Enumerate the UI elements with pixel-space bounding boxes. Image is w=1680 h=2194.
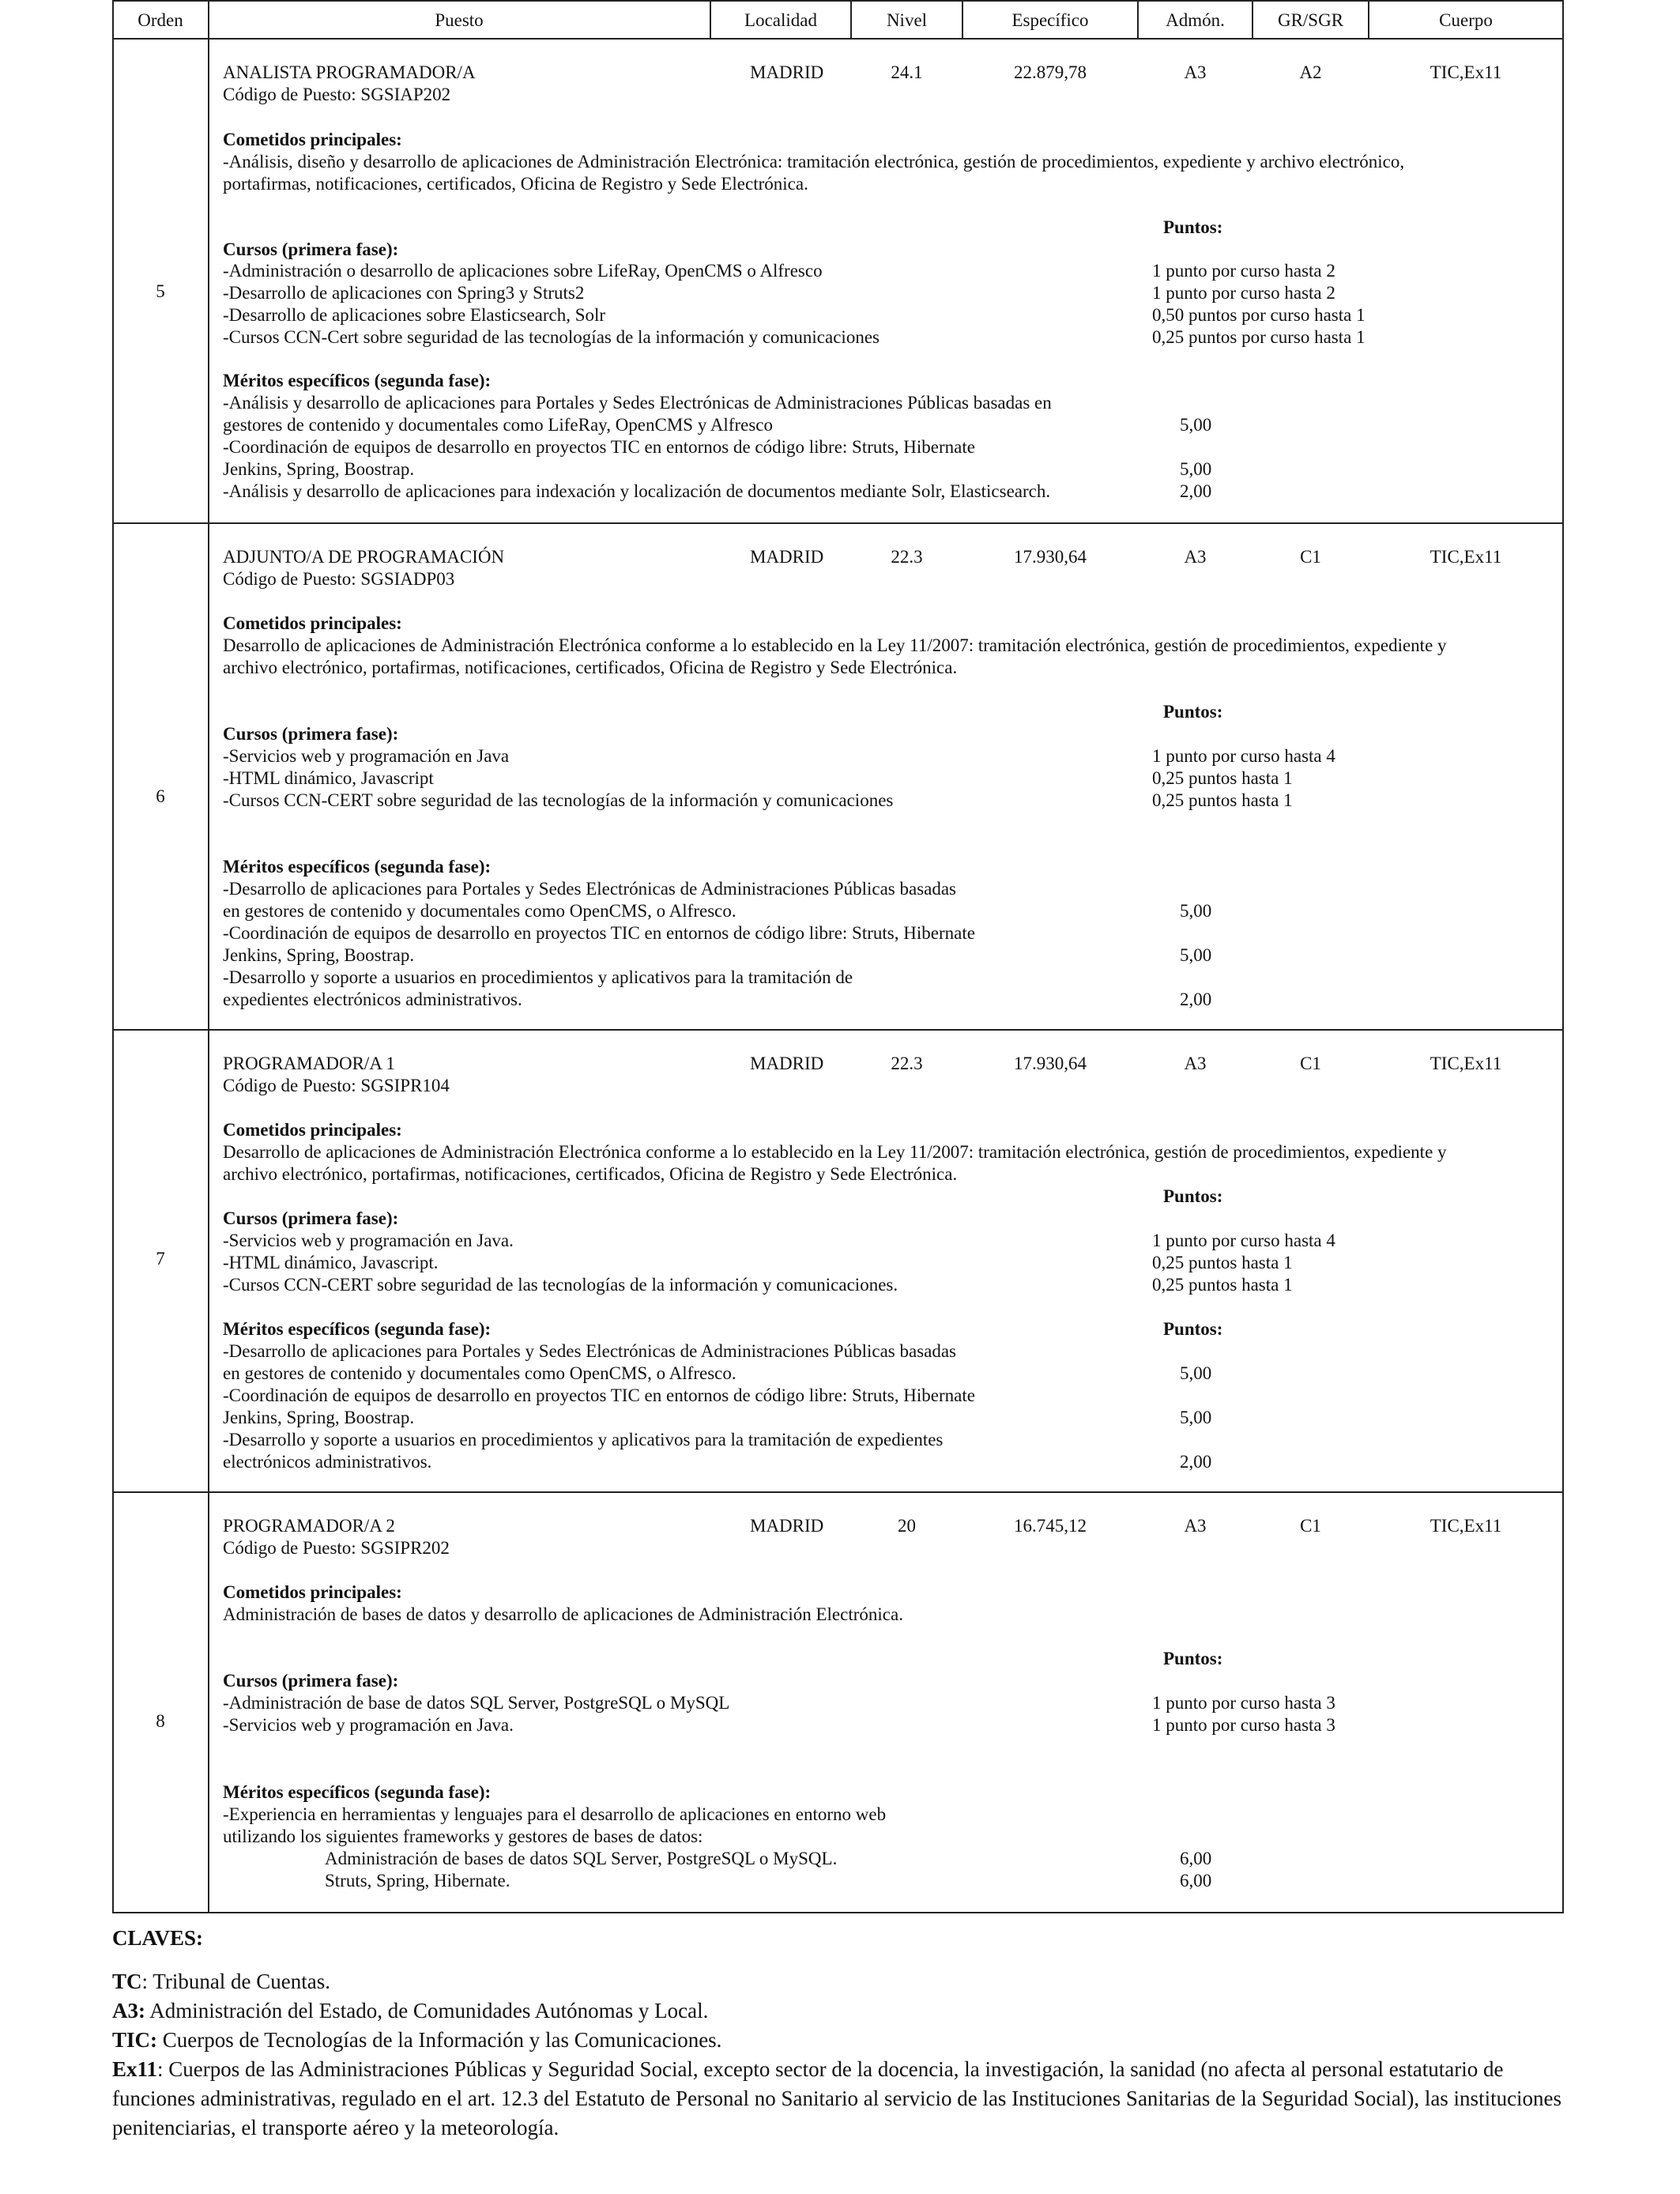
- cursos-list: -Servicios web y programación en Java -HTML dinámico, Javascript -Cursos CCN-CERT sobre seguridad de las tecnologías de la información y comunicaciones: [223, 746, 894, 810]
- meritos-title: Méritos específicos (segunda fase):: [223, 1782, 492, 1802]
- meritos-puntos: 5,00 5,00 2,00: [1180, 1363, 1212, 1472]
- nivel-cell: 24.1: [891, 62, 923, 82]
- gr-cell: A2: [1299, 62, 1322, 82]
- cuerpo-cell: TIC,Ex11: [1430, 1516, 1502, 1536]
- meritos-title: Méritos específicos (segunda fase):: [223, 1319, 492, 1339]
- cometidos-title: Cometidos principales:: [223, 1582, 402, 1602]
- cursos-title: Cursos (primera fase):: [223, 1208, 399, 1228]
- table-border-right: [1562, 0, 1564, 1913]
- nivel-cell: 22.3: [891, 547, 923, 567]
- cuerpo-cell: TIC,Ex11: [1430, 62, 1502, 82]
- header-cuerpo: Cuerpo: [1439, 10, 1493, 30]
- gr-cell: C1: [1300, 1054, 1321, 1073]
- meritos-list: -Desarrollo de aplicaciones para Portales y Sedes Electrónicas de Administraciones Públicas basadas en gestores de contenido y documentales como OpenCMS, o Alfresco. -Coordinación de equipos de desarrollo en proyectos TIC en entornos de código libre: Struts, Hibernate Jenkins, Spring, Boostrap. -Desarrollo y soporte a usuarios en procedimientos y aplicativos para la tramitación de expedientes electrónicos administrativos.: [223, 879, 975, 1009]
- meritos-list: -Análisis y desarrollo de aplicaciones para Portales y Sedes Electrónicas de Administraciones Públicas basadas en gestores de contenido y documentales como LifeRay, OpenCMS y Alfresco -Coordinación de equipos de desarrollo en proyectos TIC en entornos de código libre: Struts, Hibernate Jenkins, Spring, Boostrap. -Análisis y desarrollo de aplicaciones para indexación y localización de documentos mediante Solr, Elasticsearch.: [223, 393, 1052, 501]
- admon-cell: A3: [1184, 62, 1207, 82]
- puesto-name: PROGRAMADOR/A 1: [223, 1054, 395, 1073]
- cursos-list: -Servicios web y programación en Java. -HTML dinámico, Javascript. -Cursos CCN-CERT sobre seguridad de las tecnologías de la información y comunicaciones.: [223, 1231, 898, 1295]
- cometidos-text: -Análisis, diseño y desarrollo de aplicaciones de Administración Electrónica: tramitación electrónica, gestión de procedimientos, expediente y archivo electrónico, portafirmas, notificaciones, certificados, Oficina de Registro y Sede Electrónica.: [223, 152, 1405, 194]
- clave-item: Ex11: Cuerpos de las Administraciones Públicas y Seguridad Social, excepto sector de la docencia, la investigación, la sanidad (no afecta al personal estatutario de funciones administrativas, regulado en el art. 12.3 del Estatuto de Personal no Sanitario al servicio de las Instituciones Sanitarias de la Seguridad Social), las instituciones penitenciarias, el transporte aéreo y la meteorología.: [112, 2057, 1562, 2139]
- cursos-puntos: 1 punto por curso hasta 2 1 punto por curso hasta 2 0,50 puntos por curso hasta 1 0,25 puntos por curso hasta 1: [1152, 261, 1365, 347]
- row-divider: [112, 1029, 1564, 1031]
- cometidos-text: Administración de bases de datos y desarrollo de aplicaciones de Administración Electrónica.: [223, 1604, 903, 1624]
- cuerpo-cell: TIC,Ex11: [1430, 1054, 1502, 1073]
- cometidos-text: Desarrollo de aplicaciones de Administración Electrónica conforme a lo establecido en la Ley 11/2007: tramitación electrónica, gestión de procedimientos, expediente y archivo electrónico, portafirmas, notificaciones, certificados, Oficina de Registro y Sede Electrónica.: [223, 1142, 1447, 1184]
- puesto-name: ADJUNTO/A DE PROGRAMACIÓN: [223, 547, 505, 567]
- cursos-list: -Administración o desarrollo de aplicaciones sobre LifeRay, OpenCMS o Alfresco -Desarrollo de aplicaciones con Spring3 y Struts2 -Desarrollo de aplicaciones sobre Elasticsearch, Solr -Cursos CCN-Cert sobre seguridad de las tecnologías de la información y comunicaciones: [223, 261, 880, 347]
- header-localidad: Localidad: [744, 10, 817, 30]
- claves-title: CLAVES:: [112, 1926, 204, 1950]
- row-orden: 5: [156, 281, 165, 301]
- nivel-cell: 20: [898, 1516, 916, 1536]
- meritos-title: Méritos específicos (segunda fase):: [223, 857, 492, 876]
- header-puesto: Puesto: [435, 10, 484, 30]
- cursos-title: Cursos (primera fase):: [223, 239, 399, 259]
- table-border-bottom: [112, 1912, 1564, 1913]
- clave-item: TC: Tribunal de Cuentas.: [112, 1970, 331, 1993]
- row-orden: 8: [156, 1711, 165, 1731]
- cometidos-title: Cometidos principales:: [223, 613, 402, 633]
- meritos-puntos: 5,00 5,00 2,00: [1180, 415, 1212, 501]
- row-divider: [112, 522, 1564, 524]
- meritos-title: Méritos específicos (segunda fase):: [223, 371, 492, 390]
- puesto-code: Código de Puesto: SGSIADP03: [223, 569, 455, 589]
- gr-cell: C1: [1300, 1516, 1321, 1536]
- cometidos-text: Desarrollo de aplicaciones de Administración Electrónica conforme a lo establecido en la Ley 11/2007: tramitación electrónica, gestión de procedimientos, expediente y archivo electrónico, portafirmas, notificaciones, certificados, Oficina de Registro y Sede Electrónica.: [223, 635, 1447, 677]
- header-especifico: Específico: [1011, 10, 1089, 30]
- meritos-list: -Desarrollo de aplicaciones para Portales y Sedes Electrónicas de Administraciones Públicas basadas en gestores de contenido y documentales como OpenCMS, o Alfresco. -Coordinación de equipos de desarrollo en proyectos TIC en entornos de código libre: Struts, Hibernate Jenkins, Spring, Boostrap. -Desarrollo y soporte a usuarios en procedimientos y aplicativos para la tramitación de expedientes electrónicos administrativos.: [223, 1341, 975, 1472]
- cursos-puntos: 1 punto por curso hasta 4 0,25 puntos hasta 1 0,25 puntos hasta 1: [1152, 746, 1335, 810]
- table-border-top: [112, 0, 1564, 2]
- especifico-cell: 22.879,78: [1014, 62, 1087, 82]
- row-orden: 7: [156, 1249, 165, 1269]
- especifico-cell: 17.930,64: [1014, 1054, 1087, 1073]
- admon-cell: A3: [1184, 1054, 1207, 1073]
- row-orden: 6: [156, 786, 165, 806]
- plazas-table: [112, 0, 1564, 1913]
- meritos-puntos: 6,00 6,00: [1180, 1849, 1212, 1891]
- especifico-cell: 17.930,64: [1014, 547, 1087, 567]
- puntos-label: Puntos:: [1163, 1649, 1223, 1668]
- header-gr-sgr: GR/SGR: [1277, 10, 1344, 30]
- cursos-list: -Administración de base de datos SQL Server, PostgreSQL o MySQL -Servicios web y programación en Java.: [223, 1693, 730, 1735]
- puesto-name: ANALISTA PROGRAMADOR/A: [223, 62, 476, 82]
- header-nivel: Nivel: [886, 10, 928, 30]
- meritos-puntos-label: Puntos:: [1163, 1319, 1223, 1339]
- gr-cell: C1: [1300, 547, 1321, 567]
- header-orden: Orden: [137, 10, 183, 30]
- localidad-cell: MADRID: [750, 547, 824, 567]
- meritos-puntos: 5,00 5,00 2,00: [1180, 901, 1212, 1009]
- meritos-list: -Experiencia en herramientas y lenguajes para el desarrollo de aplicaciones en entorno web utilizando los siguientes frameworks y gestores de bases de datos: Administración de bases de datos SQL Server, PostgreSQL o MySQL. Struts, Spring, Hibernate.: [223, 1804, 887, 1891]
- admon-cell: A3: [1184, 547, 1207, 567]
- claves-legend: [112, 1924, 1566, 2143]
- cursos-puntos: 1 punto por curso hasta 4 0,25 puntos hasta 1 0,25 puntos hasta 1: [1152, 1231, 1335, 1295]
- header-admon: Admón.: [1166, 10, 1225, 30]
- clave-item: TIC: Cuerpos de Tecnologías de la Información y las Comunicaciones.: [112, 2028, 722, 2052]
- admon-cell: A3: [1184, 1516, 1207, 1536]
- puntos-label: Puntos:: [1163, 217, 1223, 237]
- header-divider: [112, 38, 1564, 40]
- puntos-label: Puntos:: [1163, 702, 1223, 722]
- cursos-puntos: 1 punto por curso hasta 3 1 punto por curso hasta 3: [1152, 1693, 1335, 1735]
- cometidos-title: Cometidos principales:: [223, 130, 402, 149]
- puesto-code: Código de Puesto: SGSIAP202: [223, 85, 451, 104]
- row-divider: [112, 1491, 1564, 1493]
- localidad-cell: MADRID: [750, 62, 824, 82]
- clave-item: A3: Administración del Estado, de Comunidades Autónomas y Local.: [112, 1999, 709, 2022]
- localidad-cell: MADRID: [750, 1516, 824, 1536]
- puntos-label: Puntos:: [1163, 1186, 1223, 1206]
- cursos-title: Cursos (primera fase):: [223, 724, 399, 744]
- cuerpo-cell: TIC,Ex11: [1430, 547, 1502, 567]
- puesto-name: PROGRAMADOR/A 2: [223, 1516, 395, 1536]
- cursos-title: Cursos (primera fase):: [223, 1671, 399, 1691]
- puesto-code: Código de Puesto: SGSIPR104: [223, 1076, 450, 1095]
- cometidos-title: Cometidos principales:: [223, 1120, 402, 1140]
- puesto-code: Código de Puesto: SGSIPR202: [223, 1538, 450, 1558]
- nivel-cell: 22.3: [891, 1054, 923, 1073]
- especifico-cell: 16.745,12: [1014, 1516, 1087, 1536]
- localidad-cell: MADRID: [750, 1054, 824, 1073]
